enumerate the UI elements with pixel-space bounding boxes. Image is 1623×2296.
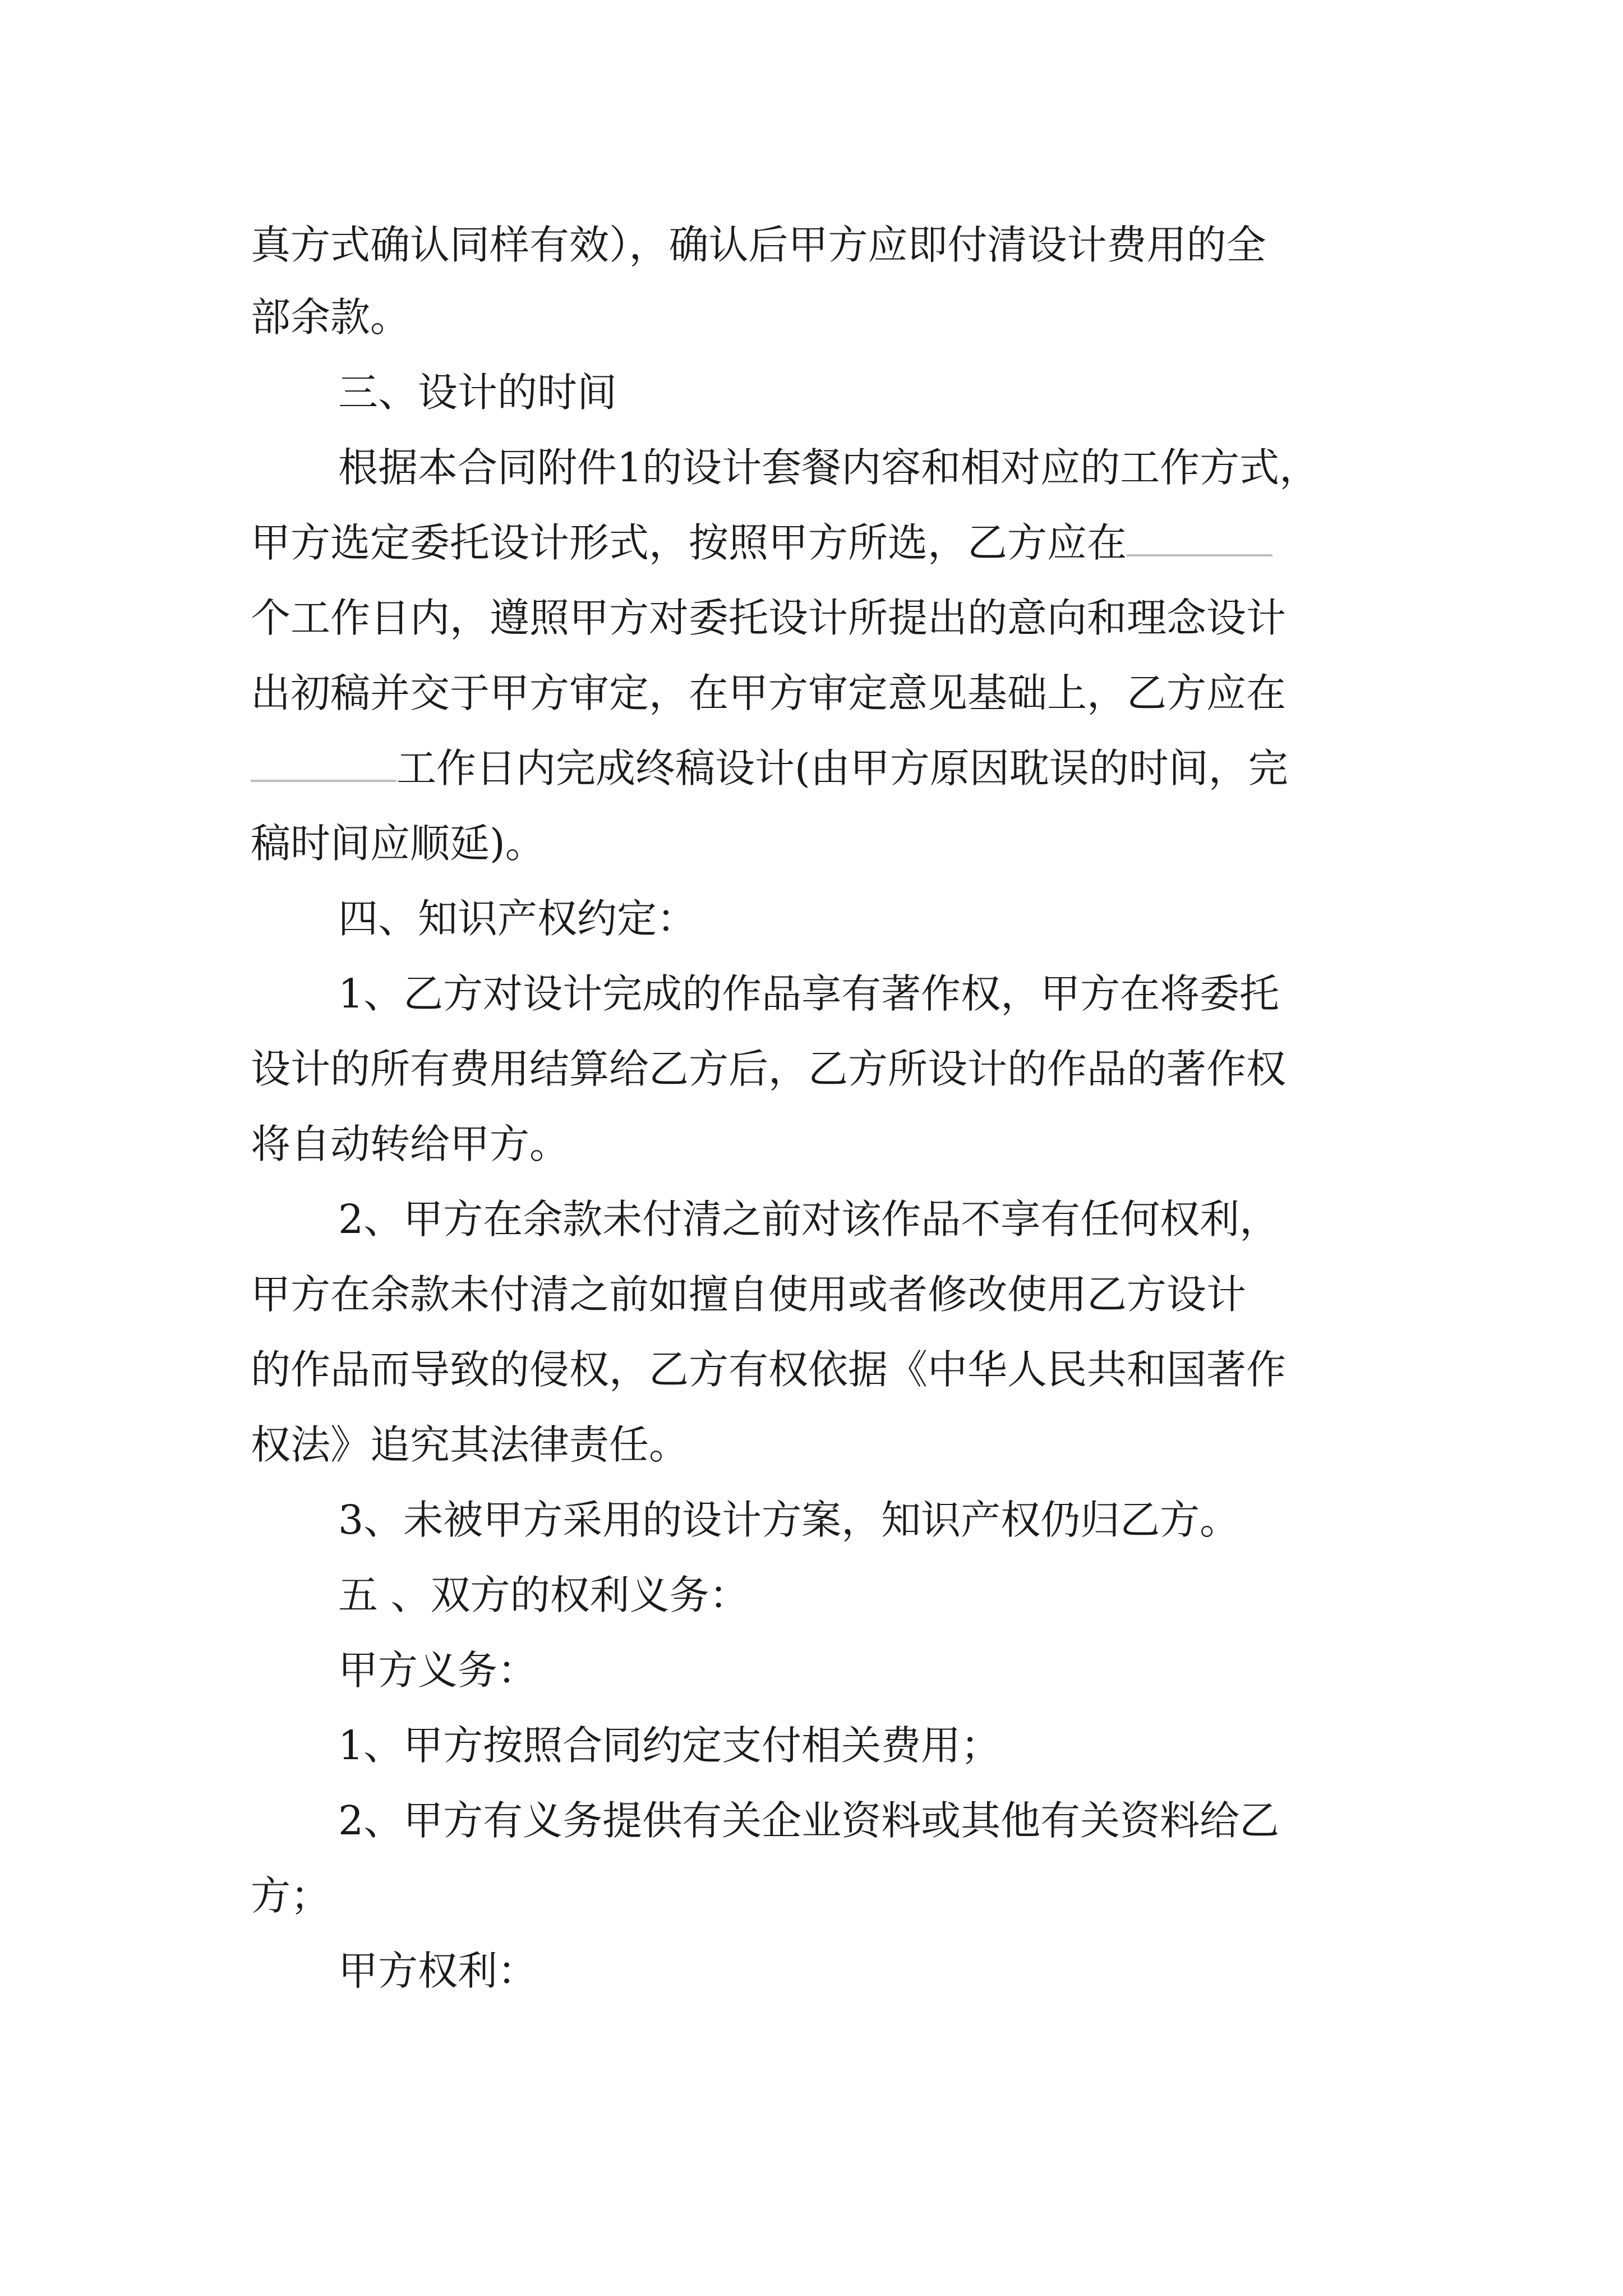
text-line: 出初稿并交于甲方审定，在甲方审定意见基础上，乙方应在 (251, 670, 1287, 716)
text-line: 的作品而导致的侵权，乙方有权依据《中华人民共和国著作 (251, 1346, 1287, 1393)
text-line: 真方式确认同样有效），确认后甲方应即付清设计费用的全 (251, 222, 1266, 268)
text-line-content: 工作日内完成终稿设计(由甲方原因耽误的时间，完 (396, 745, 1288, 792)
text-line: 将自动转给甲方。 (251, 1121, 570, 1167)
section-heading: 五 、双方的权利义务： (338, 1572, 749, 1618)
text-line: 稿时间应顺延)。 (251, 820, 545, 867)
text-line: 设计的所有费用结算给乙方后，乙方所设计的作品的著作权 (251, 1046, 1287, 1092)
subheading: 甲方权利： (338, 1948, 538, 1994)
text-line: 1、乙方对设计完成的作品享有著作权，甲方在将委托 (338, 970, 1280, 1017)
text-line (251, 509, 1623, 577)
text-line: 根据本合同附件1的设计套餐内容和相对应的工作方式， (338, 444, 1320, 491)
text-line (251, 735, 1623, 802)
text-line: 方； (251, 1872, 331, 1919)
blank-underline (251, 746, 396, 782)
text-line: 2、甲方在余款未付清之前对该作品不享有任何权利， (338, 1196, 1280, 1243)
blank-underline (1127, 521, 1272, 556)
text-line: 个工作日内，遵照甲方对委托设计所提出的意向和理念设计 (251, 595, 1287, 641)
text-line: 1、甲方按照合同约定支付相关费用； (338, 1722, 1001, 1769)
text-line-content: 甲方选定委托设计形式，按照甲方所选，乙方应在 (251, 519, 1127, 566)
text-line: 2、甲方有义务提供有关企业资料或其他有关资料给乙 (338, 1797, 1280, 1844)
subheading: 甲方义务： (338, 1647, 538, 1694)
text-line: 权法》追究其法律责任。 (251, 1421, 689, 1468)
text-line: 部余款。 (251, 294, 411, 341)
section-heading: 三、设计的时间 (338, 369, 617, 416)
text-line: 甲方在余款未付清之前如擅自使用或者修改使用乙方设计 (251, 1271, 1247, 1318)
text-line: 3、未被甲方采用的设计方案，知识产权仍归乙方。 (338, 1497, 1240, 1543)
section-heading: 四、知识产权约定： (338, 895, 697, 942)
